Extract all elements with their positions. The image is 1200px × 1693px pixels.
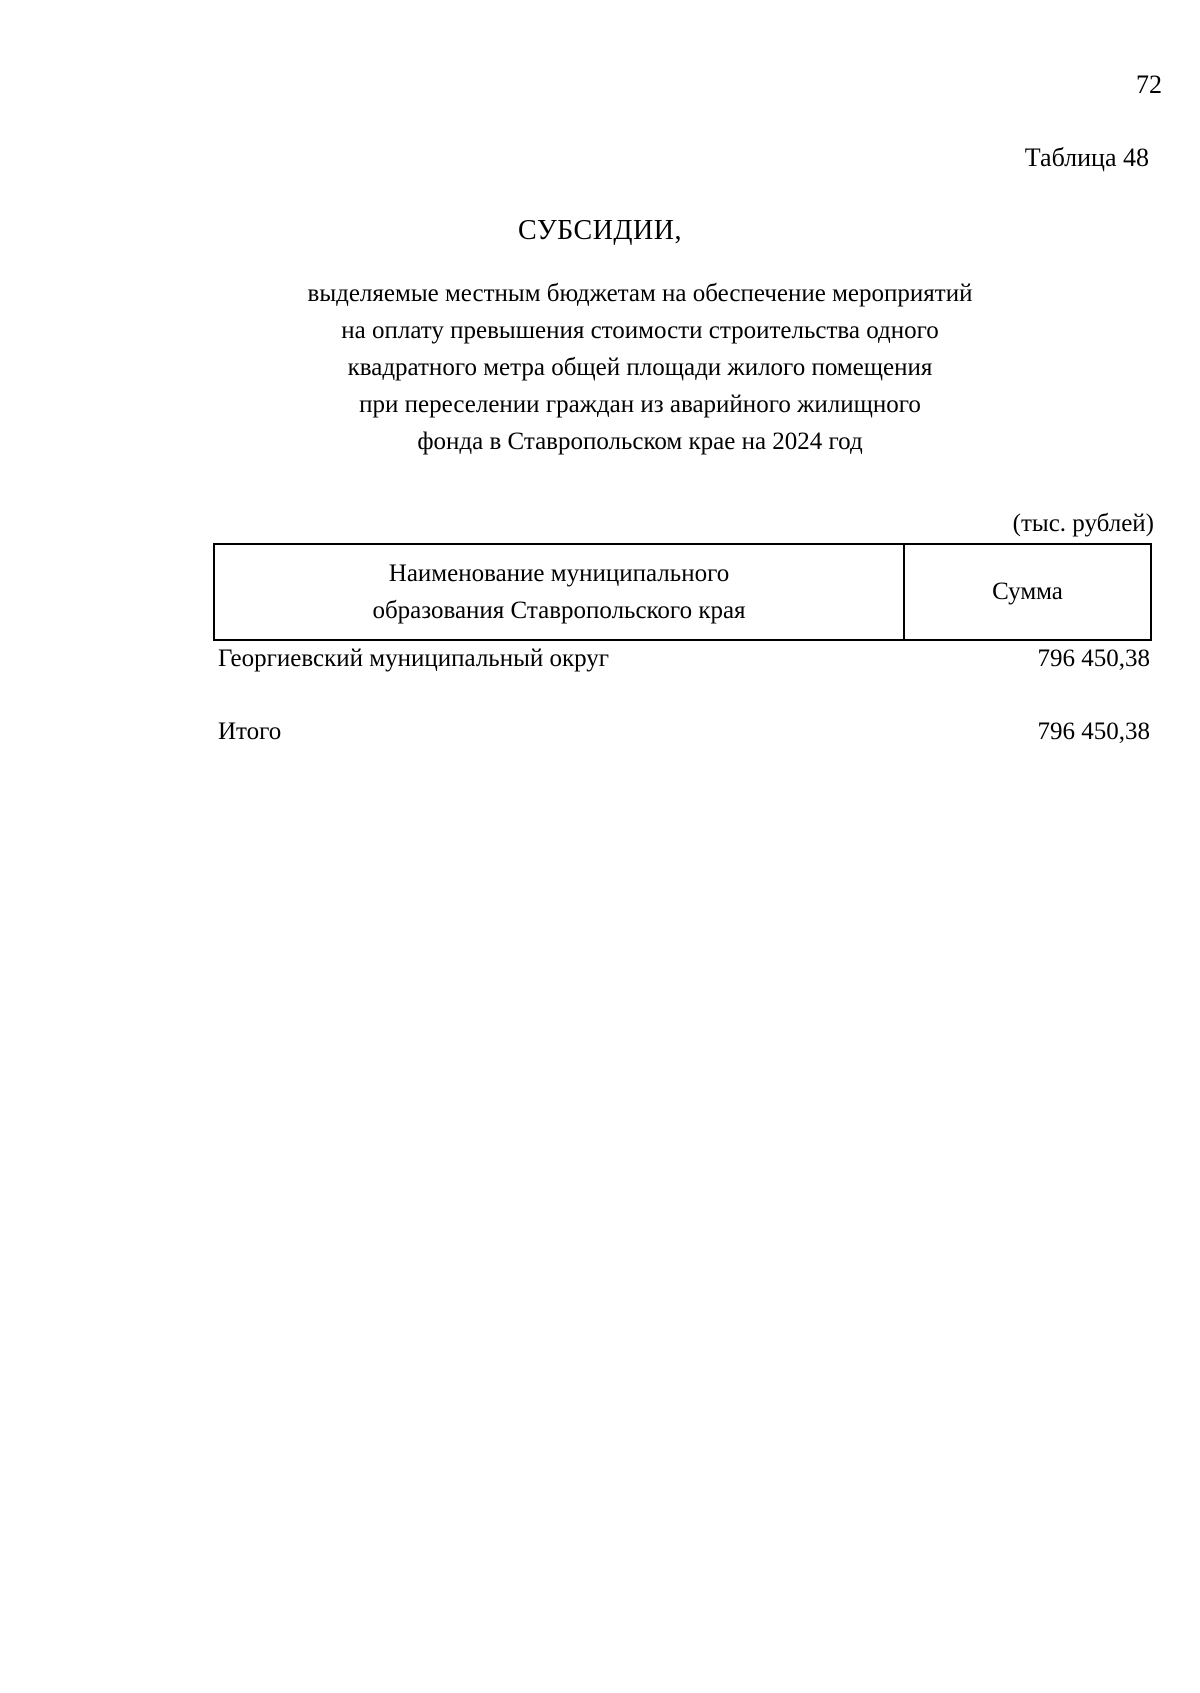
subtitle-line: при переселении граждан из аварийного жилищного bbox=[359, 391, 921, 418]
header-name-line: образования Ставропольского края bbox=[372, 597, 746, 624]
total-label: Итого bbox=[218, 718, 282, 745]
header-name-line: Наименование муниципального bbox=[388, 560, 730, 587]
table-header bbox=[213, 543, 1152, 641]
subtitle-line: на оплату превышения стоимости строительства одного bbox=[341, 317, 939, 344]
row-name: Георгиевский муниципальный округ bbox=[218, 645, 610, 672]
total-sum: 796 450,38 bbox=[1037, 718, 1150, 745]
units-note: (тыс. рублей) bbox=[1012, 510, 1154, 537]
table-label: Таблица 48 bbox=[1024, 143, 1149, 172]
subtitle-line: выделяемые местным бюджетам на обеспечение мероприятий bbox=[307, 280, 973, 307]
subtitle-line: фонда в Ставропольском крае на 2024 год bbox=[417, 428, 863, 455]
row-sum: 796 450,38 bbox=[1037, 645, 1150, 672]
subtitle-line: квадратного метра общей площади жилого помещения bbox=[347, 354, 933, 381]
document-title: СУБСИДИИ, bbox=[518, 215, 682, 246]
header-cell-name bbox=[214, 544, 904, 640]
page-number: 72 bbox=[1136, 70, 1162, 99]
header-cell-sum: Сумма bbox=[904, 544, 1151, 640]
document-subtitle bbox=[210, 275, 1070, 460]
